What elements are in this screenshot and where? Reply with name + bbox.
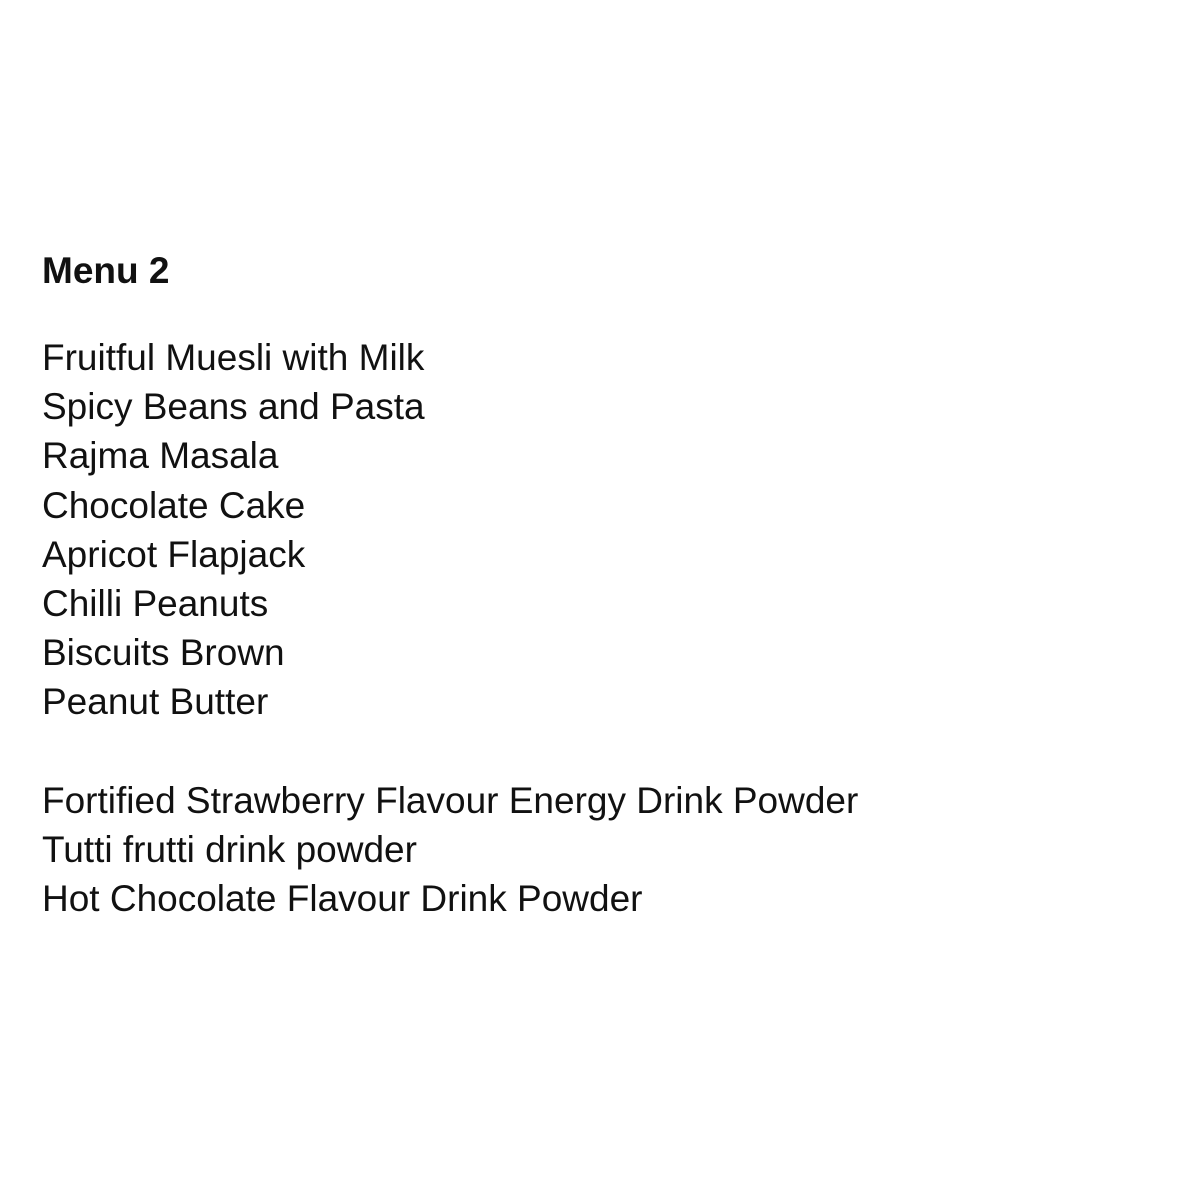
menu-title: Menu 2 (42, 250, 170, 291)
list-item: Spicy Beans and Pasta (42, 386, 425, 428)
list-item: Biscuits Brown (42, 632, 285, 674)
drink-item-list (42, 776, 858, 924)
list-item: Tutti frutti drink powder (42, 829, 417, 871)
list-item: Hot Chocolate Flavour Drink Powder (42, 878, 643, 920)
list-item: Apricot Flapjack (42, 533, 306, 575)
list-item: Rajma Masala (42, 435, 279, 477)
list-item: Chocolate Cake (42, 484, 306, 526)
list-item: Peanut Butter (42, 681, 269, 723)
list-item: Chilli Peanuts (42, 582, 269, 624)
list-item: Fortified Strawberry Flavour Energy Drink Powder (42, 780, 859, 821)
list-item: Fruitful Muesli with Milk (42, 337, 425, 378)
food-item-list (42, 333, 425, 727)
